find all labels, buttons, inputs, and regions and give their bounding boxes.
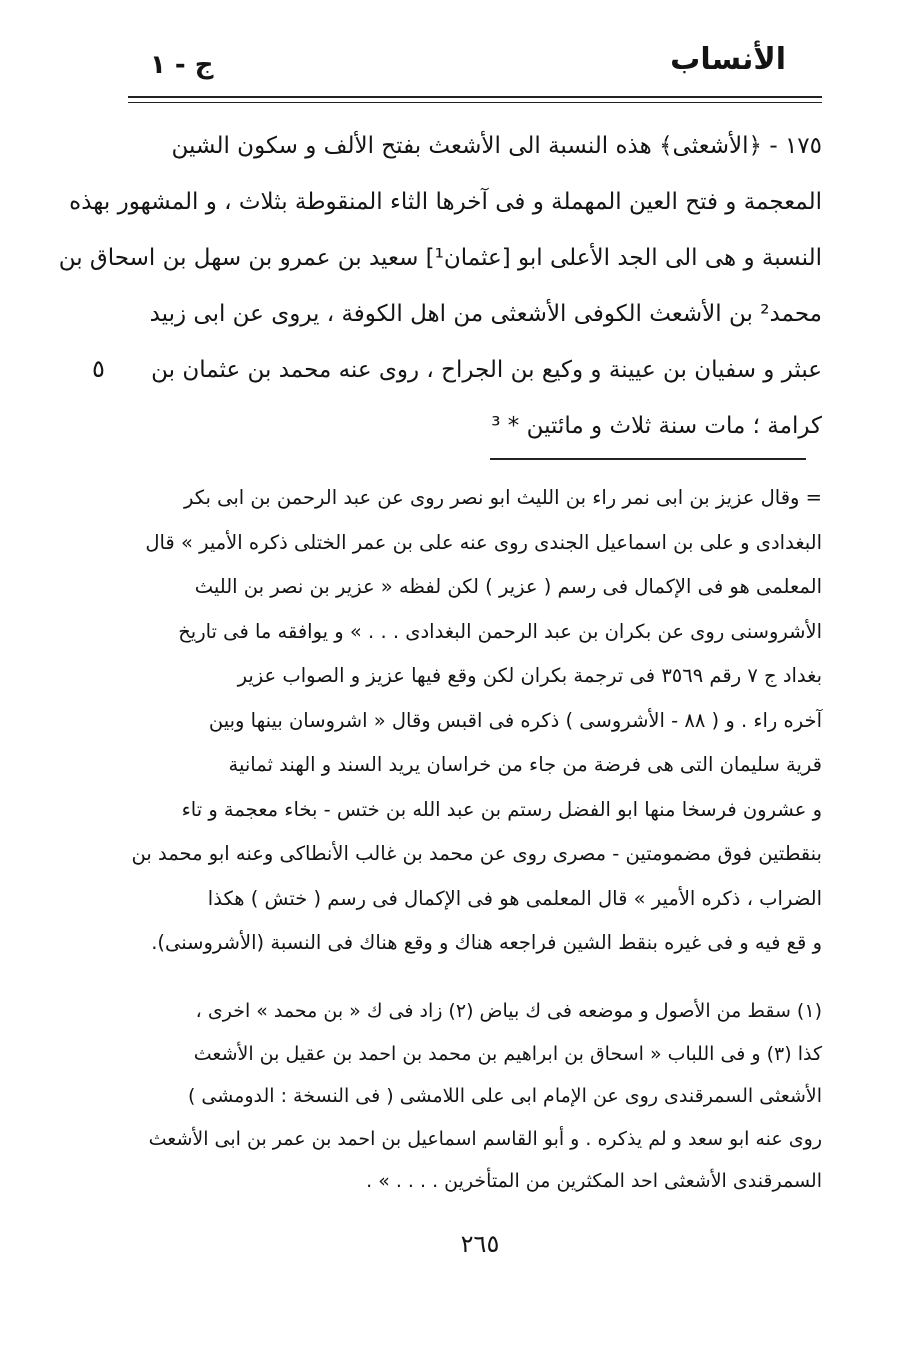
note-line: الأشروسنى روى عن بكران بن عبد الرحمن البغدادى . . . » و يوافقه ما فى تاريخ xyxy=(178,619,822,643)
footnote-line: الأشعثى السمرقندى روى عن الإمام ابى على اللامشى ( فى النسخة : الدومشى ) xyxy=(187,1085,822,1107)
text-line: محمد² بن الأشعث الكوفى الأشعثى من اهل الكوفة ، يروى عن ابى زبيد xyxy=(149,301,822,327)
running-title: الأنساب xyxy=(670,42,786,77)
text-line: المعجمة و فتح العين المهملة و فى آخرها الثاء المنقوطة بثلاث ، و المشهور بهذه xyxy=(69,189,822,215)
text-line: كرامة ؛ مات سنة ثلاث و مائتين * ³ xyxy=(491,413,822,439)
header-rule xyxy=(128,96,822,98)
note-line: الضراب ، ذكره الأمير » قال المعلمى هو فى الإكمال فى رسم ( ختش ) هكذا xyxy=(207,886,822,910)
footnote-line: كذا (٣) و فى اللباب « اسحاق بن ابراهيم بن محمد بن احمد بن عقيل بن الأشعث xyxy=(193,1042,822,1065)
text-line: عبثر و سفيان بن عيينة و وكيع بن الجراح ، روى عنه محمد بن عثمان بن xyxy=(151,357,822,383)
header-rule-thin xyxy=(128,102,822,103)
note-line: البغدادى و على بن اسماعيل الجندى روى عنه على بن عمر الختلى ذكره الأمير » قال xyxy=(145,530,822,554)
footnote-line: روى عنه ابو سعد و لم يذكره . و أبو القاسم اسماعيل بن احمد بن عمر بن ابى الأشعث xyxy=(148,1127,822,1150)
text-line: ١٧٥ - ﴿الأشعثى﴾ هذه النسبة الى الأشعث بفتح الألف و سكون الشين xyxy=(171,133,822,159)
note-line: بنقطتين فوق مضمومتين - مصرى روى عن محمد بن غالب الأنطاكى وعنه ابو محمد بن xyxy=(131,842,822,865)
page-number: ٢٦٥ xyxy=(460,1230,500,1258)
note-line: و قع فيه و فى غيره بنقط الشين فراجعه هناك و وقع هناك فى النسبة (الأشروسنى). xyxy=(151,931,822,954)
note-line: بغداد ج ٧ رقم ٣٥٦٩ فى ترجمة بكران لكن وقع فيها عزيز و الصواب عزير xyxy=(237,664,822,687)
note-line: قرية سليمان التى هى فرضة من جاء من خراسان يريد السند و الهند ثمانية xyxy=(228,753,822,776)
note-line: = وقال عزيز بن ابى نمر راء بن الليث ابو نصر روى عن عبد الرحمن بن ابى بكر xyxy=(183,486,822,509)
volume-label: ج - ١ xyxy=(150,50,214,80)
footnotes xyxy=(128,990,822,1203)
note-line: و عشرون فرسخا منها ابو الفضل رستم بن عبد الله بن ختس - بخاء معجمة و تاء xyxy=(181,797,822,821)
entry-text xyxy=(58,118,822,454)
notes-separator xyxy=(490,458,806,460)
footnote-line: السمرقندى الأشعثى احد المكثرين من المتأخرين . . . . » . xyxy=(366,1170,822,1192)
continued-notes xyxy=(128,476,822,966)
note-line: المعلمى هو فى الإكمال فى رسم ( عزير ) لكن لفظه « عزير بن نصر بن الليث xyxy=(194,575,822,598)
line-number-marker: ٥ xyxy=(92,355,105,383)
footnote-line: (١) سقط من الأصول و موضعه فى ك بياض (٢) زاد فى ك « بن محمد » اخرى ، xyxy=(195,1000,822,1022)
text-line: النسبة و هى الى الجد الأعلى ابو [عثمان¹] سعيد بن عمرو بن سهل بن اسحاق بن xyxy=(58,245,822,271)
note-line: آخره راء . و ( ٨٨ - الأشروسى ) ذكره فى اقبس وقال « اشروسان بينها وبين xyxy=(208,708,822,732)
